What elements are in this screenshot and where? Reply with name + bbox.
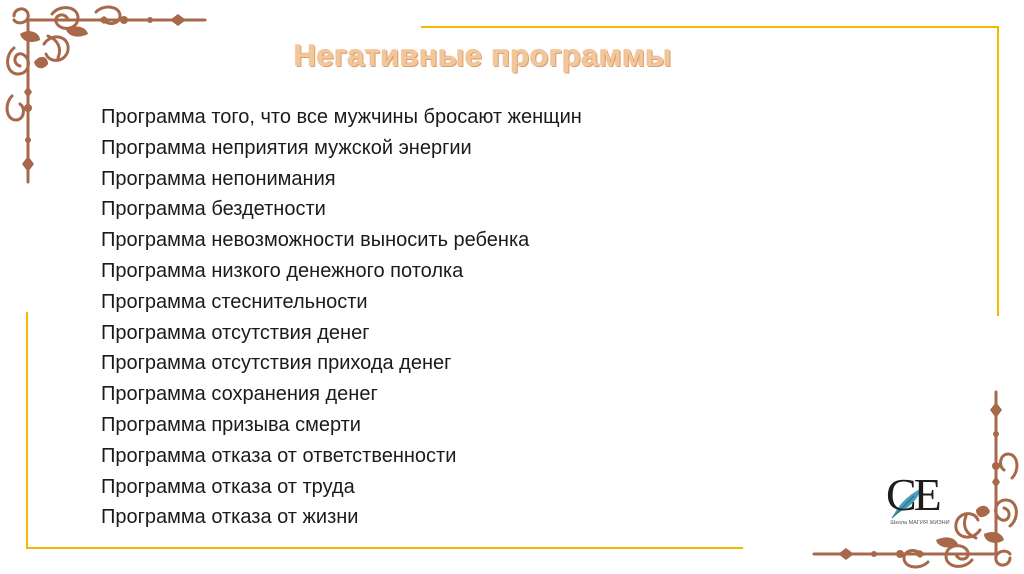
list-item: Программа призыва смерти [101,413,361,436]
logo-caption: Школа МАГИЯ ЖИЗНИ [890,520,950,526]
list-item: Программа того, что все мужчины бросают женщин [101,106,582,128]
list-item: Программа низкого денежного потолка [101,259,464,282]
list-item: Программа отказа от ответственности [101,444,457,467]
school-logo [880,470,960,530]
list-item: Программа непонимания [101,167,336,190]
frame-bottom-line [26,547,743,549]
list-item: Программа отказа от труда [101,475,355,498]
list-item: Программа отсутствия денег [101,321,370,344]
frame-right-line [997,26,999,316]
slide-title: Негативные программы [293,38,673,73]
list-item: Программа бездетности [101,198,326,221]
frame-top-line [421,26,999,28]
program-list [101,102,582,533]
list-item: Программа сохранения денег [101,383,378,406]
list-item: Программа неприятия мужской энергии [101,136,472,159]
frame-left-line [26,312,28,548]
logo-mark: CE [886,469,939,520]
list-item: Программа стеснительности [101,290,368,313]
list-item: Программа отсутствия прихода денег [101,352,452,375]
list-item: Программа отказа от жизни [101,506,359,529]
list-item: Программа невозможности выносить ребенка [101,229,530,252]
